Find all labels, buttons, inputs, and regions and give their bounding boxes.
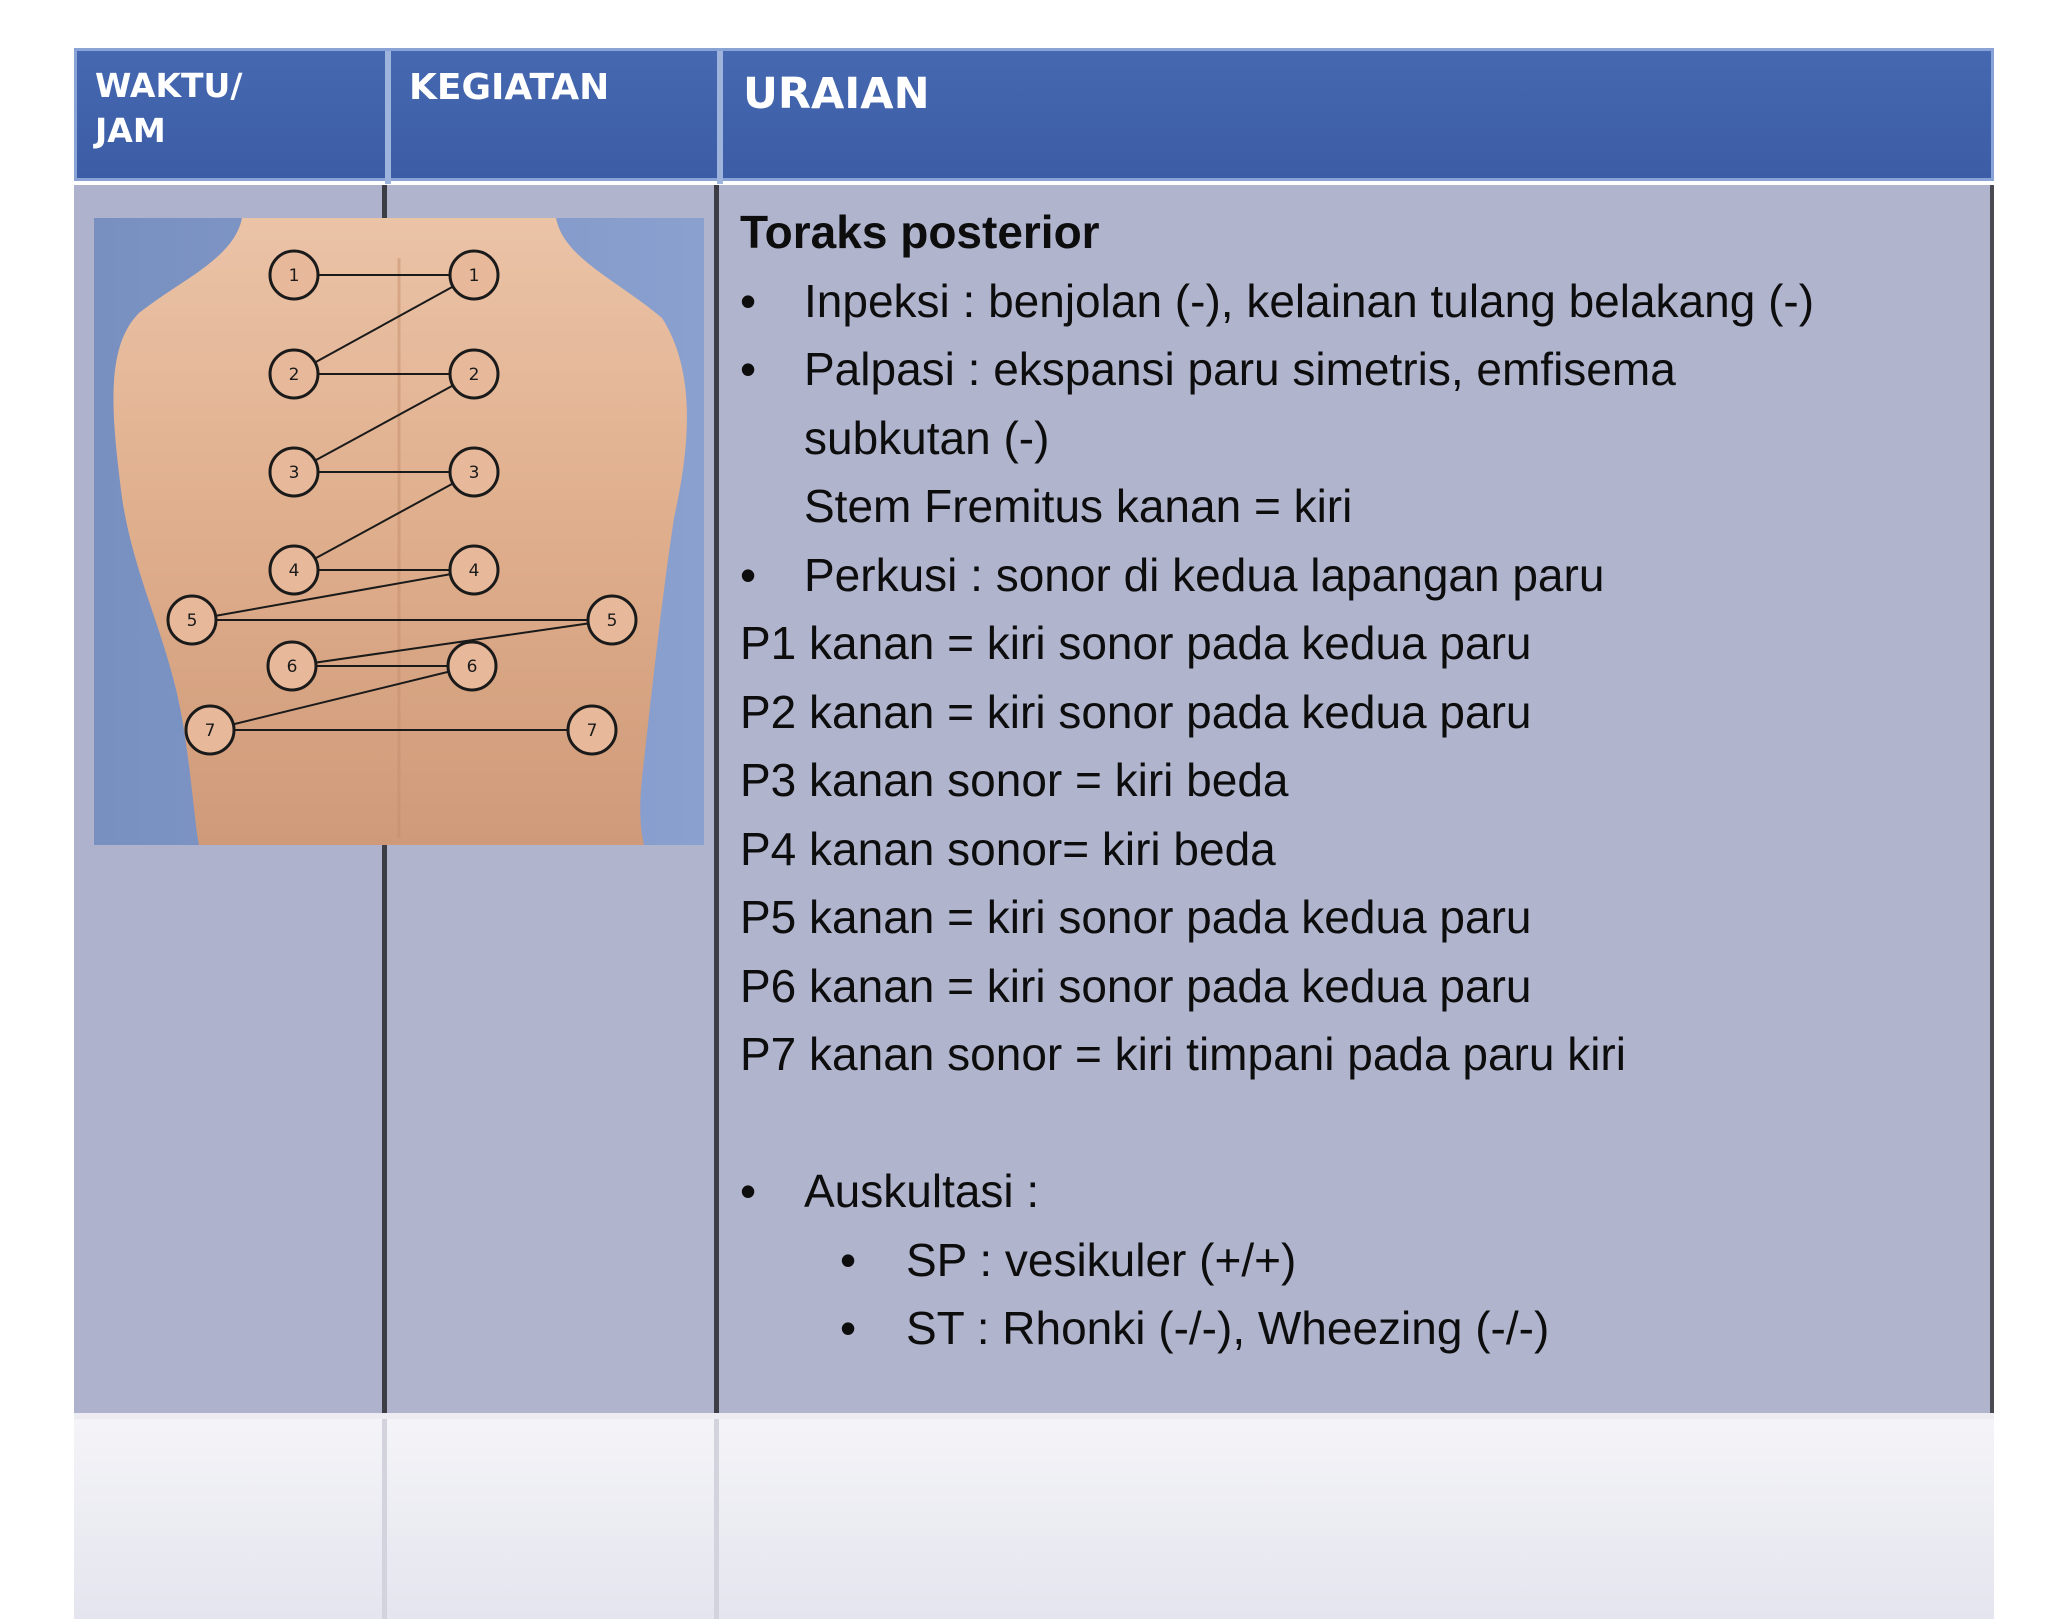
point-label: 1 (468, 266, 480, 286)
bullet: • (840, 1302, 857, 1354)
percussion-line: P6 kanan = kiri sonor pada kedua paru (740, 959, 1532, 1012)
percussion-line: P7 kanan sonor = kiri timpani pada paru kiri (740, 1028, 1626, 1080)
percussion-line: P5 kanan = kiri sonor pada kedua paru (740, 891, 1532, 943)
point-label: 2 (468, 365, 480, 385)
point-label: 4 (468, 561, 480, 581)
list-item-continued: subkutan (-) (804, 411, 1050, 464)
header-waktu-jam: WAKTU/ JAM (95, 66, 243, 150)
point-label: 7 (204, 721, 216, 741)
percussion-line: P3 kanan sonor = kiri beda (740, 754, 1289, 806)
point-label: 1 (288, 266, 300, 286)
point-label: 4 (288, 561, 300, 581)
bullet: • (740, 548, 757, 601)
point-label: 6 (286, 657, 298, 677)
point-label: 3 (468, 463, 480, 483)
bullet: • (740, 274, 757, 327)
header-divider (385, 51, 391, 184)
section-title: Toraks posterior (740, 206, 1100, 258)
sub-list-item: • ST : Rhonki (-/-), Wheezing (-/-) (740, 1294, 1980, 1363)
point-label: 3 (288, 463, 300, 483)
percussion-line: P2 kanan = kiri sonor pada kedua paru (740, 685, 1532, 738)
bullet: • (840, 1233, 857, 1286)
bullet: • (740, 1165, 757, 1217)
uraian-content (740, 198, 1980, 1363)
list-item: • Inpeksi : benjolan (-), kelainan tulang belakang (-) (740, 267, 1980, 336)
header-uraian: URAIAN (743, 69, 930, 119)
percussion-line: P4 kanan sonor= kiri beda (740, 822, 1276, 875)
list-item: • Auskultasi : (740, 1157, 1980, 1226)
point-label: 2 (288, 365, 300, 385)
list-item: • Perkusi : sonor di kedua lapangan paru (740, 541, 1980, 610)
column-divider (382, 1419, 387, 1619)
column-divider (714, 1419, 719, 1619)
point-label: 5 (186, 611, 198, 631)
table-header (74, 48, 1994, 181)
percussion-line: P1 kanan = kiri sonor pada kedua paru (740, 617, 1532, 669)
list-item: • Palpasi : ekspansi paru simetris, emfisema (740, 335, 1980, 404)
spacer (740, 1089, 1980, 1158)
point-label: 5 (606, 611, 618, 631)
sub-list-item: • SP : vesikuler (+/+) (740, 1226, 1980, 1295)
bullet: • (740, 343, 757, 395)
header-divider (717, 51, 723, 184)
column-divider (714, 185, 719, 1429)
header-kegiatan: KEGIATAN (409, 67, 610, 108)
list-item-continued: Stem Fremitus kanan = kiri (804, 480, 1353, 532)
table-row-empty (74, 1413, 1994, 1619)
point-label: 6 (466, 657, 478, 677)
back-percussion-diagram (94, 218, 704, 845)
point-label: 7 (586, 721, 598, 741)
